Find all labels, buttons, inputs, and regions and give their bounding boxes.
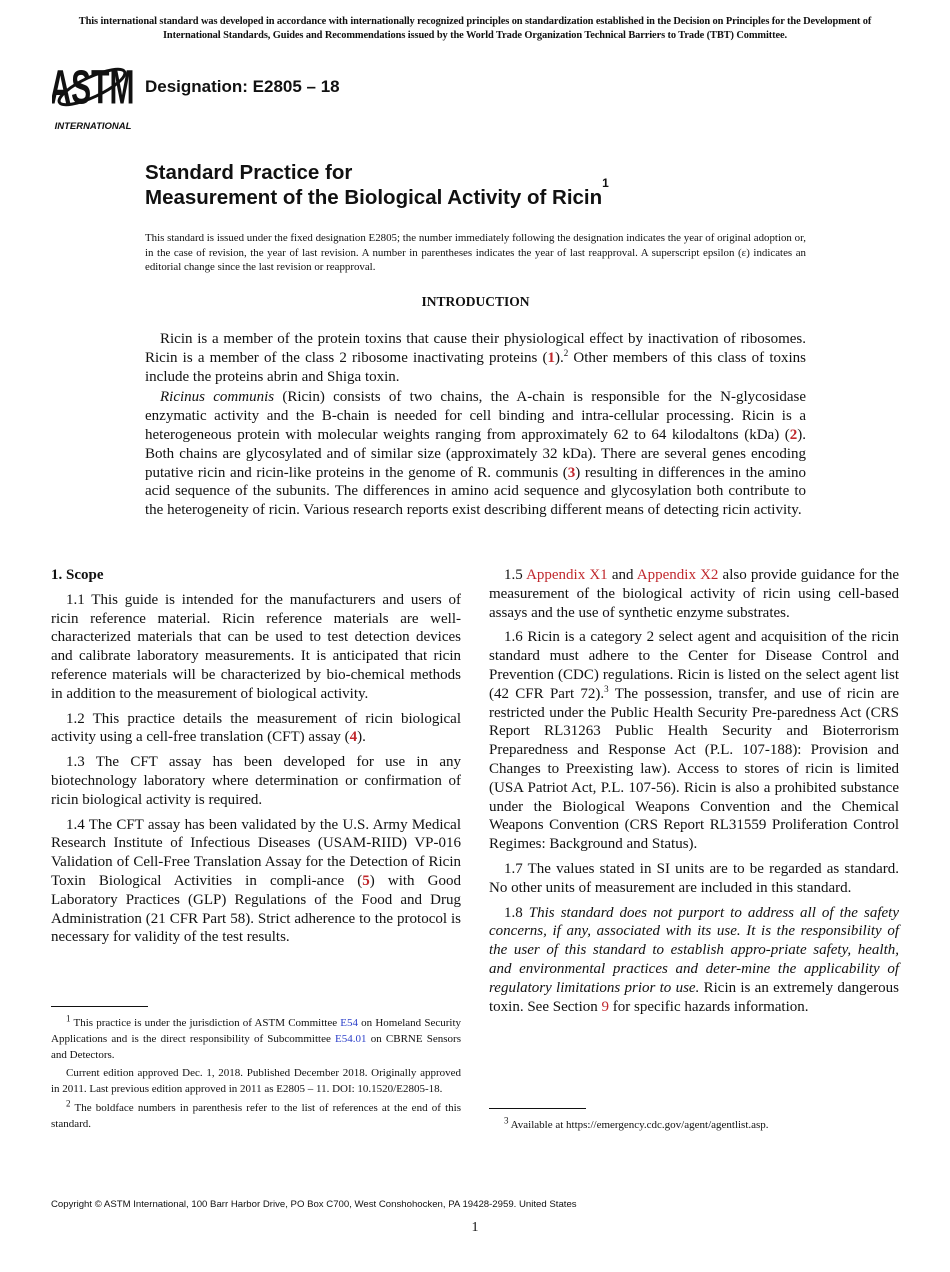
right-footnotes [489, 1115, 899, 1137]
designation: Designation: E2805 – 18 [145, 77, 340, 96]
issued-note: This standard is issued under the fixed designation E2805; the number immediately following the designation indicates the year of original adoption or, in the case of revision, the year of last revision. A number in parentheses indicates the year of last reapproval. A superscript epsilon (ε) indicates an editorial change since the last revision or reapproval. [145, 232, 806, 274]
footnote-divider [51, 1006, 148, 1007]
reference-link[interactable]: 4 [349, 729, 358, 746]
copyright: Copyright © ASTM International, 100 Barr Harbor Drive, PO Box C700, West Conshohocken, PA 19428-2959. United States [51, 1199, 577, 1210]
text: ). [357, 729, 366, 746]
text: 1.5 [504, 567, 527, 583]
paragraph [489, 860, 899, 898]
left-column [51, 566, 461, 953]
text: This practice is under the jurisdiction of ASTM Committee [70, 1017, 341, 1029]
text: Other members of this class of toxins include the proteins abrin and Shiga toxin. [145, 349, 806, 385]
text: 1.8 [504, 904, 529, 921]
text: The possession, transfer, and use of ricin are restricted under the Public Health Security Pre-paredness Act (CRS Report RL31263 Public Health Security and Bioterrorism Preparedness and Response Act (P.L. 107-188): Provision and Changes to Preexisting law). Access to stores of ricin is limited (USA Patriot Act, P.L. 107-56). Ricin is also a prohibited substance under the Biological Weapons Convention and the Chemical Weapons Convention (CRS Report RL31559 Proliferation Control Regimes: Background and Status). [489, 685, 899, 853]
paragraph [51, 816, 461, 948]
document-title [145, 160, 609, 210]
committee-link[interactable]: E54.01 [335, 1032, 367, 1045]
title-text: Measurement of the Biological Activity of Ricin [145, 186, 603, 209]
footnote-mark: 3 [604, 683, 609, 694]
reference-link[interactable]: 2 [789, 426, 798, 443]
title-line-1: Standard Practice for [145, 161, 353, 184]
text: for specific hazards information. [609, 998, 809, 1015]
svg-text:INTERNATIONAL: INTERNATIONAL [54, 121, 132, 132]
page-number: 1 [471, 1220, 479, 1235]
paragraph [489, 1115, 899, 1134]
text: 1.1 This guide is intended for the manufacturers and users of ricin reference material. Ricin reference materials are well-characterized materials that can be used to test detection devices and calibrate laboratory measurements. It is anticipated that ricin reference materials will be characterized by bio-chemical methods in addition to the measurement of biological activity. [51, 591, 461, 702]
footnote-mark: 1 [66, 1013, 71, 1024]
paragraph [51, 1013, 461, 1063]
text: 1.7 The values stated in SI units are to be regarded as standard. No other units of measurement are included in this standard. [489, 860, 899, 896]
text: (Ricin) consists of two chains, the A-chain is responsible for the N-glycosidase enzymatic activity and the B-chain is needed for cell binding and intra-cellular processing. Ricin is a heterogeneous protein with molecular weights ranging from approximately 62 to 64 kilodaltons (kDa) ( [145, 389, 806, 443]
text: The boldface numbers in parenthesis refer to the list of references at the end of this standard. [51, 1101, 461, 1130]
left-paragraphs [51, 591, 461, 947]
text: on Homeland Security Applications and is the direct responsibility of Subcommittee [51, 1017, 461, 1045]
paragraph [145, 388, 806, 520]
paragraph [145, 330, 806, 386]
right-column [489, 566, 899, 1022]
section-link[interactable]: Appendix X2 [636, 567, 719, 583]
reference-link[interactable]: 1 [547, 349, 555, 366]
text: Available at https://emergency.cdc.gov/agent/agentlist.asp. [508, 1119, 769, 1131]
introduction-heading: INTRODUCTION [421, 294, 530, 309]
text: 1.2 This practice details the measurement of ricin biological activity using a cell-free translation (CFT) assay ( [51, 710, 461, 746]
paragraph [51, 710, 461, 748]
title-footnote-mark: 1 [602, 176, 609, 190]
text: 1.4 The CFT assay has been validated by the U.S. Army Medical Research Institute of Infectious Diseases (USAM-RIID) VP-016 Validation of Cell-Free Translation Assay for the Detection of Ricin Toxin Biological Activities in compli-ance ( [51, 816, 461, 889]
paragraph [51, 1066, 461, 1098]
left-footnotes [51, 1013, 461, 1136]
text: and [607, 567, 637, 583]
footnote-mark: 2 [66, 1098, 71, 1109]
introduction-body [145, 330, 806, 522]
paragraph [489, 566, 899, 622]
section-heading-scope: 1. Scope [51, 567, 104, 583]
text: ) with Good Laboratory Practices (GLP) Regulations of the Food and Drug Administration (21 CFR Part 58). Strict adherence to the protocol is necessary for validity of the test results. [51, 872, 461, 946]
reference-link[interactable]: 3 [567, 464, 576, 481]
paragraph [489, 628, 899, 854]
paragraph [51, 591, 461, 704]
committee-link[interactable]: E54 [340, 1017, 359, 1029]
text: Ricin is an extremely dangerous toxin. See Section [489, 979, 900, 1015]
text: ). [555, 349, 564, 366]
text: ) resulting in differences in the amino acid sequence of the subunits. The differences in amino acid sequence and glycosylation both contribute to the heterogeneity of ricin. Various research reports exist describing different means of detecting ricin activity. [145, 464, 806, 519]
svg-text:ASTM: ASTM [52, 61, 134, 115]
italic-text: Ricinus communis [160, 389, 275, 406]
section-link[interactable]: Appendix X1 [526, 567, 608, 583]
footnote-mark: 3 [504, 1115, 509, 1126]
footnote-divider [489, 1108, 586, 1109]
astm-logo [52, 57, 134, 133]
text: Ricin is a member of the protein toxins that cause their physiological effect by inactivation of ribosomes. Ricin is a member of the class 2 ribosome inactivating proteins ( [145, 331, 806, 366]
paragraph [489, 904, 899, 1017]
text: 1.3 The CFT assay has been developed for use in any biotechnology laboratory where determination or confirmation of ricin biological activity is required. [51, 754, 461, 808]
paragraph [51, 1098, 461, 1133]
paragraph [51, 753, 461, 809]
italic-text: This standard does not purport to address all of the safety concerns, if any, associated with its use. It is the responsibility of the user of this standard to establish appro-priate safety, health, and environmental practices and deter-mine the applicability of regulatory limitations prior to use. [489, 904, 899, 996]
right-paragraphs [489, 566, 899, 1016]
section-link[interactable]: 9 [601, 998, 609, 1015]
text: on CBRNE Sensors and Detectors. [51, 1032, 461, 1061]
footnote-mark: 2 [563, 347, 569, 358]
text: 1.6 Ricin is a category 2 select agent and acquisition of the ricin standard must adhere to the Center for Disease Control and Prevention (CDC) regulations. Ricin is listed on the select agent list (42 CFR Part 72). [489, 629, 899, 702]
text: Current edition approved Dec. 1, 2018. Published December 2018. Originally approved in 2011. Last previous edition approved in 2011 as E2805 – 11. DOI: 10.1520/E2805-18. [51, 1067, 461, 1096]
text: also provide guidance for the measurement of the biological activity of ricin using cell-based assays and the use of synthetic enzyme substrates. [489, 567, 899, 621]
text: ). Both chains are glycosylated and of similar size (approximately 32 kDa). There are several genes encoding putative ricin and ricin-like proteins in the genome of R. communis ( [145, 426, 806, 481]
astm-logo-icon [52, 57, 134, 133]
wto-notice: This international standard was developed in accordance with internationally recognized principles on standardization established in the Decision on Principles for the Development of International Standards, Guides and Recommendations issued by the World Trade Organization Technical Barriers to Trade (TBT) Committee. [78, 16, 872, 41]
title-line-2 [145, 176, 609, 210]
reference-link[interactable]: 5 [362, 872, 370, 889]
